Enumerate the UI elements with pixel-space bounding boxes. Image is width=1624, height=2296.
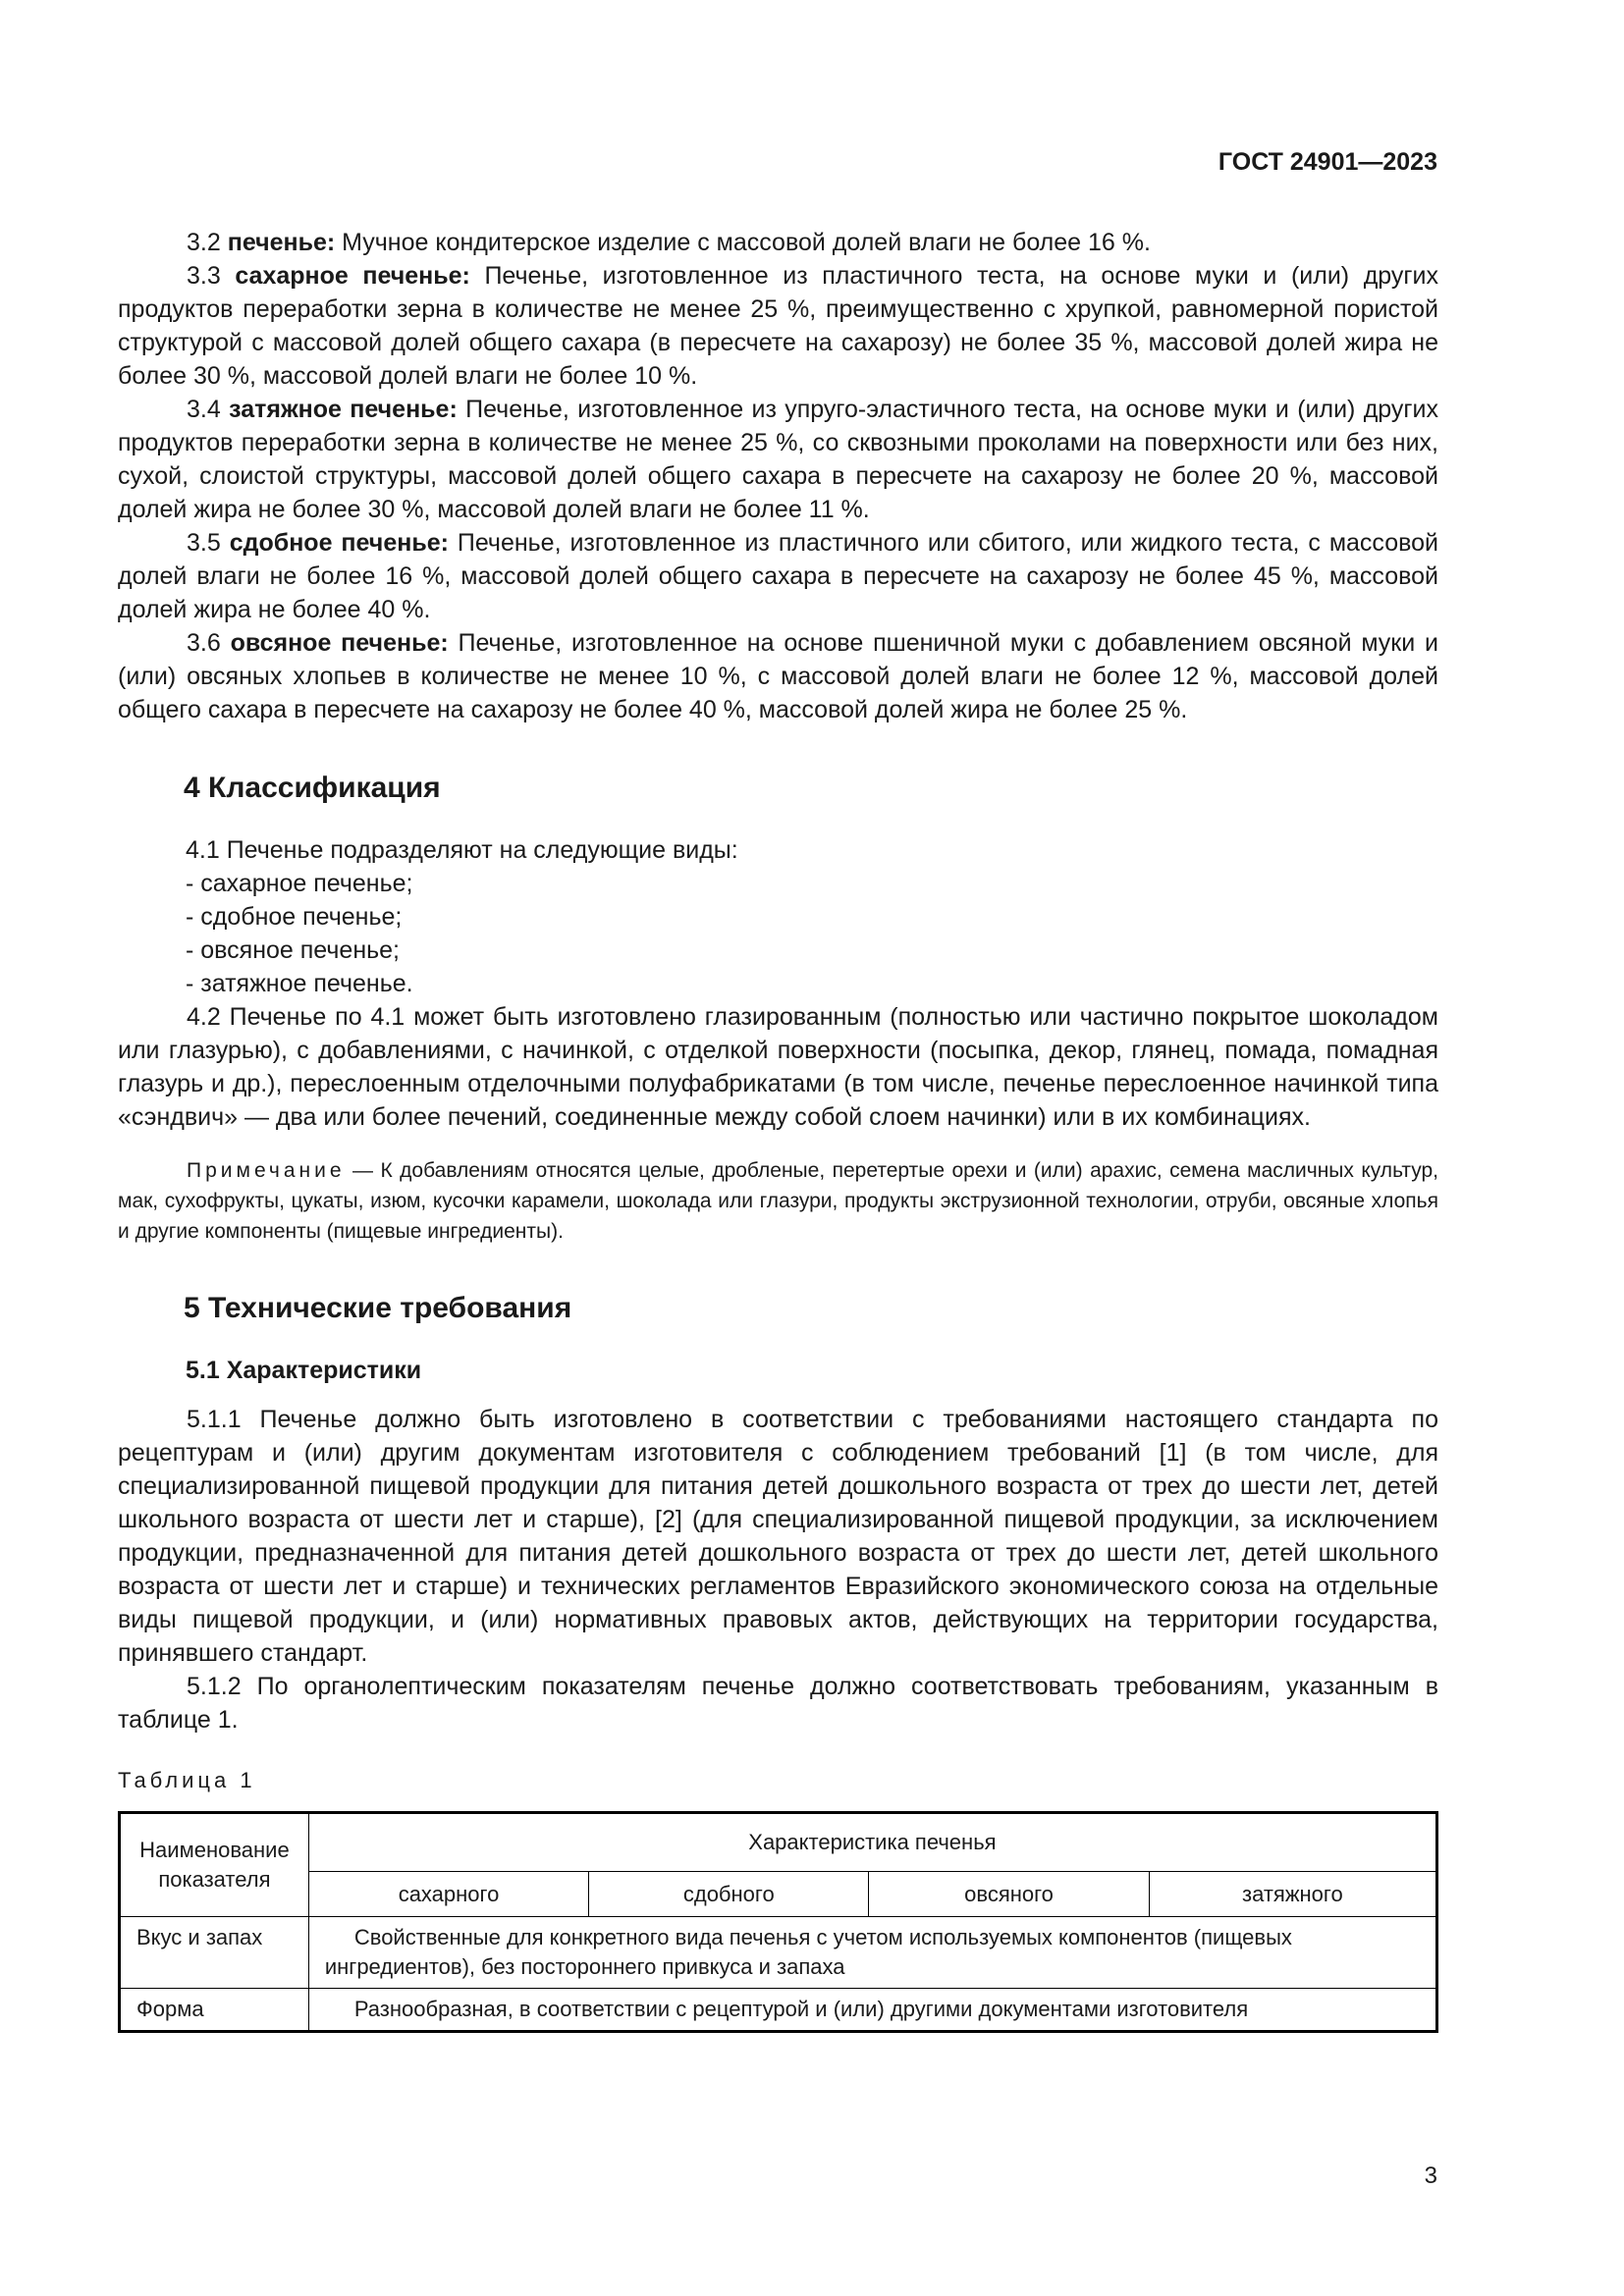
paragraph-4-2: 4.2 Печенье по 4.1 может быть изготовлено глазированным (полностью или частично покрытое шоколадом или глазурью), с добавлениями, с начинкой, с отделкой поверхности (посыпка, декор, глянец, помада, помадная глазурь и др.), переслоенным отделочными полуфабрикатами (в том числе, печенье переслоенное начинкой типа «сэндвич» — два или более печений, соединенные между собой слоем начинки) или в их комбинациях.	[118, 1003, 1438, 1131]
list-item: - сдобное печенье;	[186, 903, 403, 931]
table-row	[120, 1989, 1437, 2032]
section-4-heading: 4 Классификация	[184, 772, 441, 804]
table-subheader: овсяного	[869, 1872, 1149, 1917]
note-text: — К добавлениям относятся целые, дробленые, перетертые орехи и (или) арахис, семена масличных культур, мак, сухофрукты, цукаты, изюм, кусочки карамели, шоколада или глазури, продукты экструзионной технологии, отруби, овсяные хлопья и другие компоненты (пищевые ингредиенты).	[118, 1159, 1438, 1243]
paragraph-4-1: 4.1 Печенье подразделяют на следующие виды:	[186, 836, 738, 864]
list-item: - сахарное печенье;	[186, 870, 413, 897]
definition-3-2: 3.2 печенье: Мучное кондитерское изделие с массовой долей влаги не более 16 %.	[187, 229, 1151, 256]
table-row-value: Свойственные для конкретного вида печенья с учетом используемых компонентов (пищевых ингредиентов), без постороннего привкуса и запаха	[308, 1917, 1436, 1989]
table-row-value: Разнообразная, в соответствии с рецептурой и (или) другими документами изготовителя	[308, 1989, 1436, 2032]
definition-3-5: 3.5 сдобное печенье: Печенье, изготовленное из пластичного или сбитого, или жидкого теста, с массовой долей влаги не более 16 %, массовой долей общего сахара в пересчете на сахарозу не более 45 %, массовой долей жира не более 40 %.	[118, 529, 1438, 623]
definition-3-3: 3.3 сахарное печенье: Печенье, изготовленное из пластичного теста, на основе муки и (или) других продуктов переработки зерна в количестве не менее 25 %, преимущественно с хрупкой, равномерной пористой структурой с массовой долей общего сахара (в пересчете на сахарозу) не более 35 %, массовой долей жира не более 30 %, массовой долей влаги не более 10 %.	[118, 262, 1438, 390]
table-header-name: Наименование показателя	[120, 1813, 309, 1917]
note	[118, 1155, 1438, 1247]
table-row-name: Вкус и запах	[120, 1917, 309, 1989]
table-caption: Таблица 1	[118, 1768, 256, 1792]
table-1	[118, 1811, 1438, 2033]
table-header-group: Характеристика печенья	[308, 1813, 1436, 1872]
table-row	[120, 1917, 1437, 1989]
table-subheader: затяжного	[1149, 1872, 1436, 1917]
definition-3-4: 3.4 затяжное печенье: Печенье, изготовленное из упруго-эластичного теста, на основе муки и (или) других продуктов переработки зерна в количестве не менее 25 %, со сквозными проколами на поверхности или без них, сухой, слоистой структуры, массовой долей общего сахара в пересчете на сахарозу не более 20 %, массовой долей жира не более 30 %, массовой долей влаги не более 11 %.	[118, 396, 1438, 523]
standard-header: ГОСТ 24901—2023	[1218, 148, 1437, 176]
note-label: Примечание	[187, 1159, 346, 1182]
table-subheader: сахарного	[308, 1872, 588, 1917]
table-subheader: сдобного	[589, 1872, 869, 1917]
paragraph-5-1-1: 5.1.1 Печенье должно быть изготовлено в соответствии с требованиями настоящего стандарта по рецептурам и (или) другим документам изготовителя с соблюдением требований [1] (в том числе, для специализированной пищевой продукции для питания детей дошкольного возраста от трех до шести лет, детей школьного возраста от шести лет и старше), [2] (для специализированной пищевой продукции, за исключением продукции, предназначенной для питания детей дошкольного возраста от трех до шести лет, детей школьного возраста от шести лет и старше) и технических регламентов Евразийского экономического союза на отдельные виды пищевой продукции, и (или) нормативных правовых актов, действующих на территории государства, принявшего стандарт.	[118, 1406, 1438, 1667]
list-item: - затяжное печенье.	[186, 970, 413, 997]
section-5-heading: 5 Технические требования	[184, 1292, 572, 1324]
page-number: 3	[1424, 2163, 1437, 2189]
document-body	[118, 226, 1438, 2033]
definition-3-6: 3.6 овсяное печенье: Печенье, изготовленное на основе пшеничной муки с добавлением овсяной муки и (или) овсяных хлопьев в количестве не менее 10 %, с массовой долей влаги не более 12 %, массовой долей общего сахара в пересчете на сахарозу не более 40 %, массовой долей жира не более 25 %.	[118, 629, 1438, 723]
subsection-5-1-heading: 5.1 Характеристики	[186, 1357, 422, 1384]
list-item: - овсяное печенье;	[186, 936, 400, 964]
paragraph-5-1-2: 5.1.2 По органолептическим показателям печенье должно соответствовать требованиям, указанным в таблице 1.	[118, 1673, 1438, 1734]
table-row-name: Форма	[120, 1989, 309, 2032]
